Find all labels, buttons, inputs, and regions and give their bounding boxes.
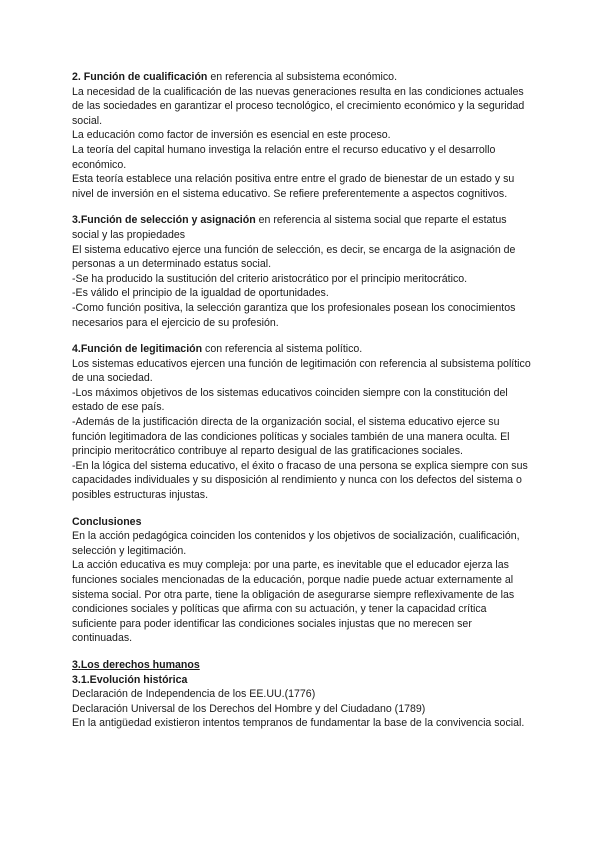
paragraph: La educación como factor de inversión es esencial en este proceso. bbox=[72, 129, 391, 142]
heading-bold: 2. Función de cualificación bbox=[72, 71, 208, 83]
paragraph: -Además de la justificación directa de la organización social, el sistema educativo ejerce su función legitimadora de las condiciones políticas y sociales también de una manera oculta. El principio meritocrático contribuye al reparto desigual de las gratificaciones sociales. bbox=[72, 416, 510, 458]
section-legitimacion bbox=[72, 342, 532, 503]
paragraph: Los sistemas educativos ejercen una función de legitimación con referencia al subsistema político de una sociedad. bbox=[72, 357, 531, 385]
conclusions-heading: Conclusiones bbox=[72, 515, 142, 528]
section-derechos-humanos bbox=[72, 658, 532, 731]
chapter-title: 3.Los derechos humanos bbox=[72, 658, 200, 671]
section-heading bbox=[72, 342, 532, 357]
paragraph: La necesidad de la cualificación de las nuevas generaciones resulta en las condiciones actuales de las sociedades en garantizar el proceso tecnológico, el crecimiento económico y la seguridad social. bbox=[72, 85, 525, 127]
paragraph: Esta teoría establece una relación positiva entre entre el grado de bienestar de un estado y su nivel de inversión en el sistema educativo. Se refiere preferentemente a aspectos cognitivos. bbox=[72, 173, 515, 200]
section-heading bbox=[72, 213, 532, 242]
paragraph: El sistema educativo ejerce una función de selección, es decir, se encarga de la asignación de personas a un determinado estatus social. bbox=[72, 243, 516, 271]
section-cualificacion bbox=[72, 70, 532, 201]
heading-bold: 3.Función de selección y asignación bbox=[72, 214, 256, 227]
paragraph: -Los máximos objetivos de los sistemas educativos coinciden siempre con la constitución del estado de ese país. bbox=[72, 386, 508, 414]
section-heading bbox=[72, 70, 532, 85]
heading-rest: con referencia al sistema político. bbox=[202, 343, 363, 356]
paragraph: En la acción pedagógica coinciden los contenidos y los objetivos de socialización, cualificación, selección y legitimación. bbox=[72, 530, 520, 557]
heading-bold: 4.Función de legitimación bbox=[72, 343, 203, 356]
heading-rest: en referencia al sistema social que reparte el estatus social y las propiedades bbox=[72, 214, 507, 241]
paragraph: Declaración Universal de los Derechos del Hombre y del Ciudadano (1789) bbox=[72, 702, 426, 715]
paragraph: En la antigüedad existieron intentos tempranos de fundamentar la base de la convivencia social. bbox=[72, 717, 525, 730]
paragraph: Declaración de Independencia de los EE.UU.(1776) bbox=[72, 688, 316, 701]
paragraph: La acción educativa es muy compleja: por una parte, es inevitable que el educador ejerza las funciones sociales mencionadas de la educación, porque nadie puede actuar externamente al sistema social. Por otra parte, tiene la obligación de asegurarse siempre reflexivamente de las condiciones sociales y políticas que afirma con su actuación, y tener la capacidad crítica suficiente para poder identificar las condiciones sociales injustas que no merecen ser continuadas. bbox=[72, 559, 515, 645]
subsection-title: 3.1.Evolución histórica bbox=[72, 673, 188, 686]
paragraph: -Se ha producido la sustitución del criterio aristocrático por el principio meritocrático. bbox=[72, 272, 468, 285]
document-page bbox=[72, 70, 532, 731]
paragraph: -Es válido el principio de la igualdad de oportunidades. bbox=[72, 287, 329, 300]
paragraph: -En la lógica del sistema educativo, el éxito o fracaso de una persona se explica siempre con sus capacidades individuales y su disposición al rendimiento y nunca con los defectos del sistema o posibles estructuras injustas. bbox=[72, 459, 528, 502]
heading-rest: en referencia al subsistema económico. bbox=[207, 71, 398, 83]
section-conclusiones bbox=[72, 515, 532, 646]
paragraph: La teoría del capital humano investiga la relación entre el recurso educativo y el desarrollo económico. bbox=[72, 143, 496, 171]
section-seleccion bbox=[72, 213, 532, 330]
paragraph: -Como función positiva, la selección garantiza que los profesionales posean los conocimientos necesarios para el ejercicio de su profesión. bbox=[72, 301, 516, 329]
